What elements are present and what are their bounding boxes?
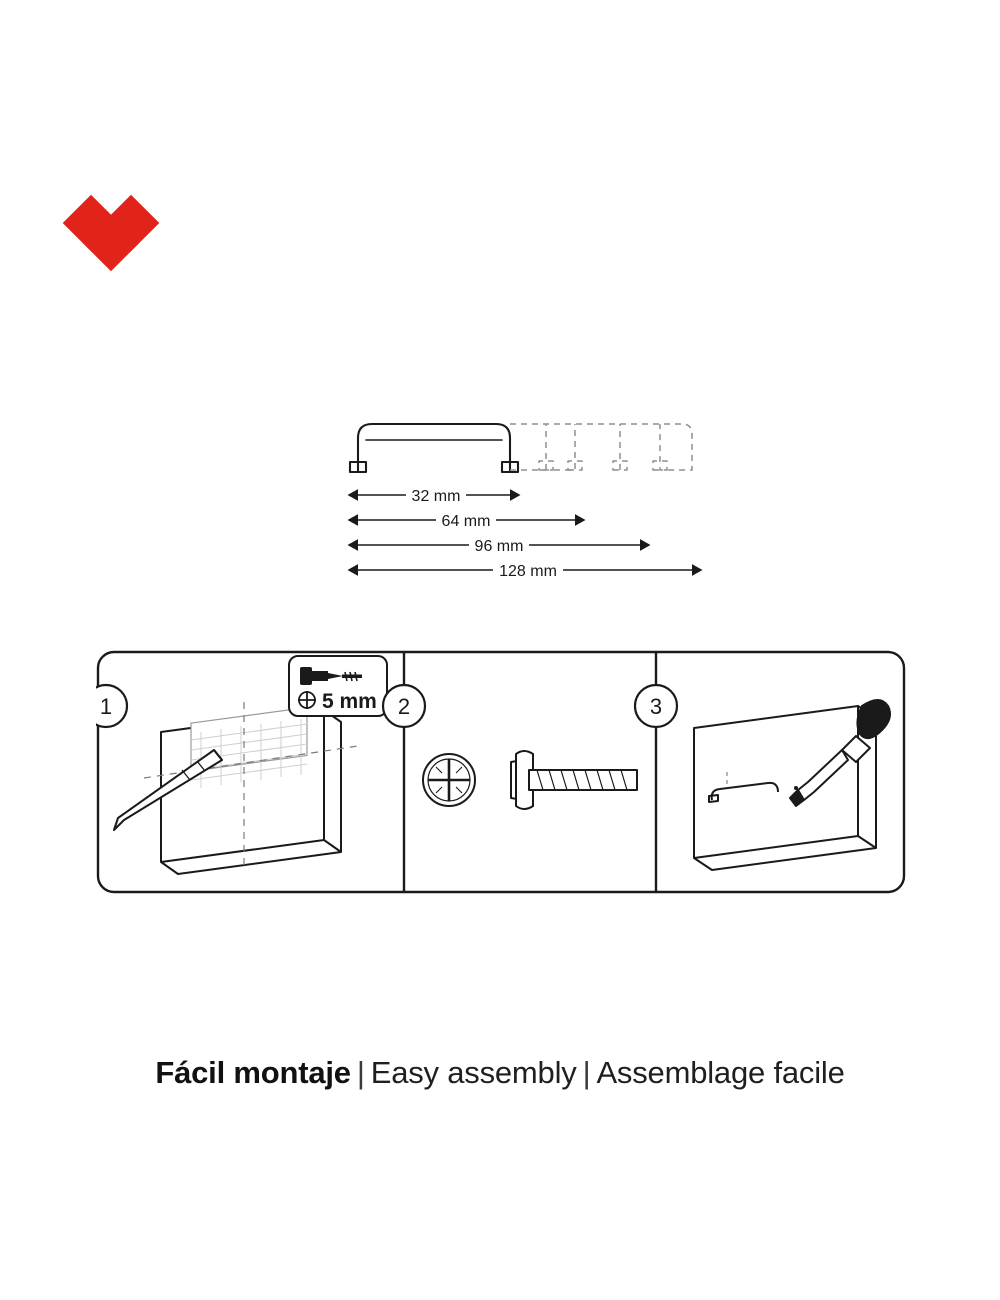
caption-english: Easy assembly [370,1055,577,1090]
assembly-steps-panel [96,650,906,900]
step-3-number: 3 [649,694,663,719]
step-1-number-badge [96,685,127,727]
step-2-number: 2 [397,694,411,719]
caption-french: Assemblage facile [596,1055,845,1090]
caption-separator-2: | [582,1055,591,1090]
drill-size-badge [289,656,387,716]
step-2-number-badge [383,685,425,727]
step-3-number-badge [635,685,677,727]
drill-size-label: 5 mm [322,690,377,713]
diamond-logo [58,190,168,272]
caption [0,1055,1000,1091]
dimension-label-96: 96 mm [474,538,524,555]
caption-separator-1: | [356,1055,365,1090]
dimension-diagram [330,400,730,590]
pozidriv-screw-head-icon [423,754,475,806]
dimension-label-32: 32 mm [411,488,461,505]
dimension-label-128: 128 mm [499,563,557,580]
step-1-number: 1 [99,694,113,719]
caption-spanish: Fácil montaje [155,1055,351,1090]
dimension-label-64: 64 mm [441,513,491,530]
